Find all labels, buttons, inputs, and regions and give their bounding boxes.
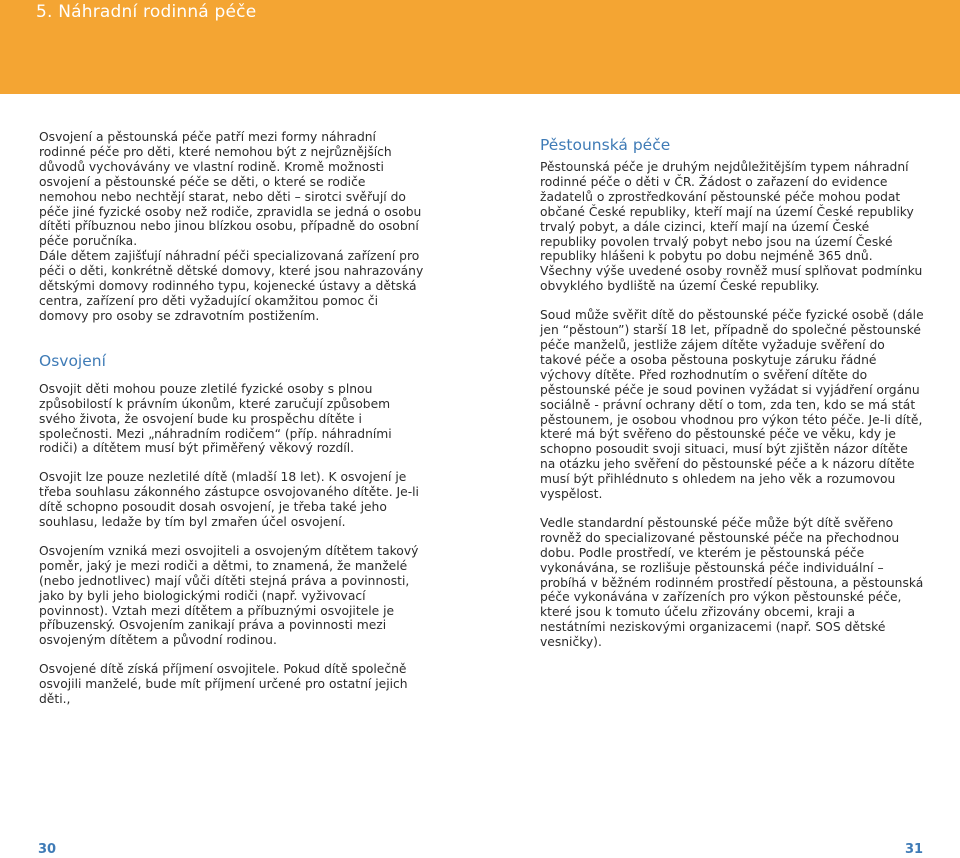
right-column bbox=[540, 160, 924, 664]
page-number-left: 30 bbox=[38, 842, 57, 857]
page-number-right: 31 bbox=[905, 842, 924, 857]
section-heading-pestounska-pece: Pěstounská péče bbox=[540, 136, 671, 154]
osvojeni-paragraph: Osvojené dítě získá příjmení osvojitele. Pokud dítě společně osvojili manželé, bude mít příjmení určené pro ostatní jejich děti., bbox=[39, 662, 408, 707]
osvojeni-paragraph: Osvojením vzniká mezi osvojiteli a osvojeným dítětem takový poměr, jaký je mezi rodiči a dětmi, to znamená, že manželé (nebo jednotlivec) mají vůči dítěti stejná práva a povinnosti, jako by byli jeho biologickými rodiči (např. vyživovací povinnost). Vztah mezi dítětem a příbuznými osvojitele je příbuzenský. Osvojením zanikají práva a povinnosti mezi osvojeným dítětem a původní rodinou. bbox=[39, 543, 419, 648]
header-bar bbox=[0, 0, 960, 94]
intro-paragraph: Osvojení a pěstounská péče patří mezi formy náhradní rodinné péče pro děti, které nemohou být z nejrůznějších důvodů vychovávány ve vlastní rodině. Kromě možnosti osvojení a pěstounské péče se děti, o které se rodiče nemohou nebo nechtějí starat, nebo děti – sirotci svěřují do péče jiné fyzické osoby než rodiče, zpravidla se jedná o osobu dítěti příbuznou nebo jinou blízkou osobu, případně do osobní péče poručníka. bbox=[39, 130, 422, 249]
osvojeni-paragraph: Osvojit děti mohou pouze zletilé fyzické osoby s plnou způsobilostí k právním úkonům, které zaručují způsobem svého života, že osvojení bude ku prospěchu dítěte i společnosti. Mezi „náhradním rodičem“ (příp. náhradními rodiči) a dítětem musí být přiměřený věkový rozdíl. bbox=[39, 381, 392, 456]
pestounska-paragraph: Vedle standardní pěstounské péče může být dítě svěřeno rovněž do specializované pěstounské péče na přechodnou dobu. Podle prostředí, ve kterém je pěstounská péče vykonávána, se rozlišuje pěstounská péče individuální – probíhá v běžném rodinném prostředí pěstouna, a pěstounská péče vykonávána v zařízeních pro výkon pěstounské péče, které jsou k tomuto účelu zřizovány obcemi, kraji a nestátními neziskovými organizacemi (např. SOS dětské vesničky). bbox=[540, 515, 924, 650]
section-heading-osvojeni: Osvojení bbox=[39, 351, 106, 370]
left-column bbox=[39, 130, 425, 721]
intro-paragraph: Dále dětem zajišťují náhradní péči specializovaná zařízení pro péči o děti, konkrétně dětské domovy, které jsou nahrazovány dětskými domovy rodinného typu, kojenecké ústavy a dětská centra, zařízení pro děti vyžadující okamžitou pomoc či domovy pro osoby se zdravotním postižením. bbox=[39, 249, 424, 323]
osvojeni-paragraph: Osvojit lze pouze nezletilé dítě (mladší 18 let). K osvojení je třeba souhlasu zákonného zástupce osvojovaného dítěte. Je-li dítě schopno posoudit dosah osvojení, je třeba také jeho souhlasu, ledaže by tím byl zmařen účel osvojení. bbox=[39, 470, 419, 530]
pestounska-paragraph: Soud může svěřit dítě do pěstounské péče fyzické osobě (dále jen “pěstoun”) starší 18 let, případně do společné pěstounské péče manželů, jestliže zájem dítěte vyžaduje svěření do takové péče a osoba pěstouna poskytuje záruku řádné výchovy dítěte. Před rozhodnutím o svěření dítěte do pěstounské péče je soud povinen vyžádat si vyjádření orgánu sociálně - právní ochrany dětí o tom, zda ten, kdo se má stát pěstounem, je osobou vhodnou pro výkon této péče. Je-li dítě, které má být svěřeno do pěstounské péče ve věku, kdy je schopno posoudit svoji situaci, musí být zjištěn názor dítěte na otázku jeho svěření do pěstounské péče a k názoru dítěte musí být přihlédnuto s ohledem na jeho věk a rozumovou vyspělost. bbox=[540, 308, 924, 502]
chapter-title: 5. Náhradní rodinná péče bbox=[36, 2, 257, 22]
pestounska-paragraph: Pěstounská péče je druhým nejdůležitějším typem náhradní rodinné péče o děti v ČR. Žádost o zařazení do evidence žadatelů o zprostředkování pěstounské péče mohou podat občané České republiky, kteří mají na území České republiky trvalý pobyt, a dále cizinci, kteří mají na území České republiky povolen trvalý pobyt nebo jsou na území České republiky hlášeni k pobytu po dobu nejméně 365 dnů. Všechny výše uvedené osoby rovněž musí splňovat podmínku obvyklého bydliště na území České republiky. bbox=[540, 160, 923, 294]
